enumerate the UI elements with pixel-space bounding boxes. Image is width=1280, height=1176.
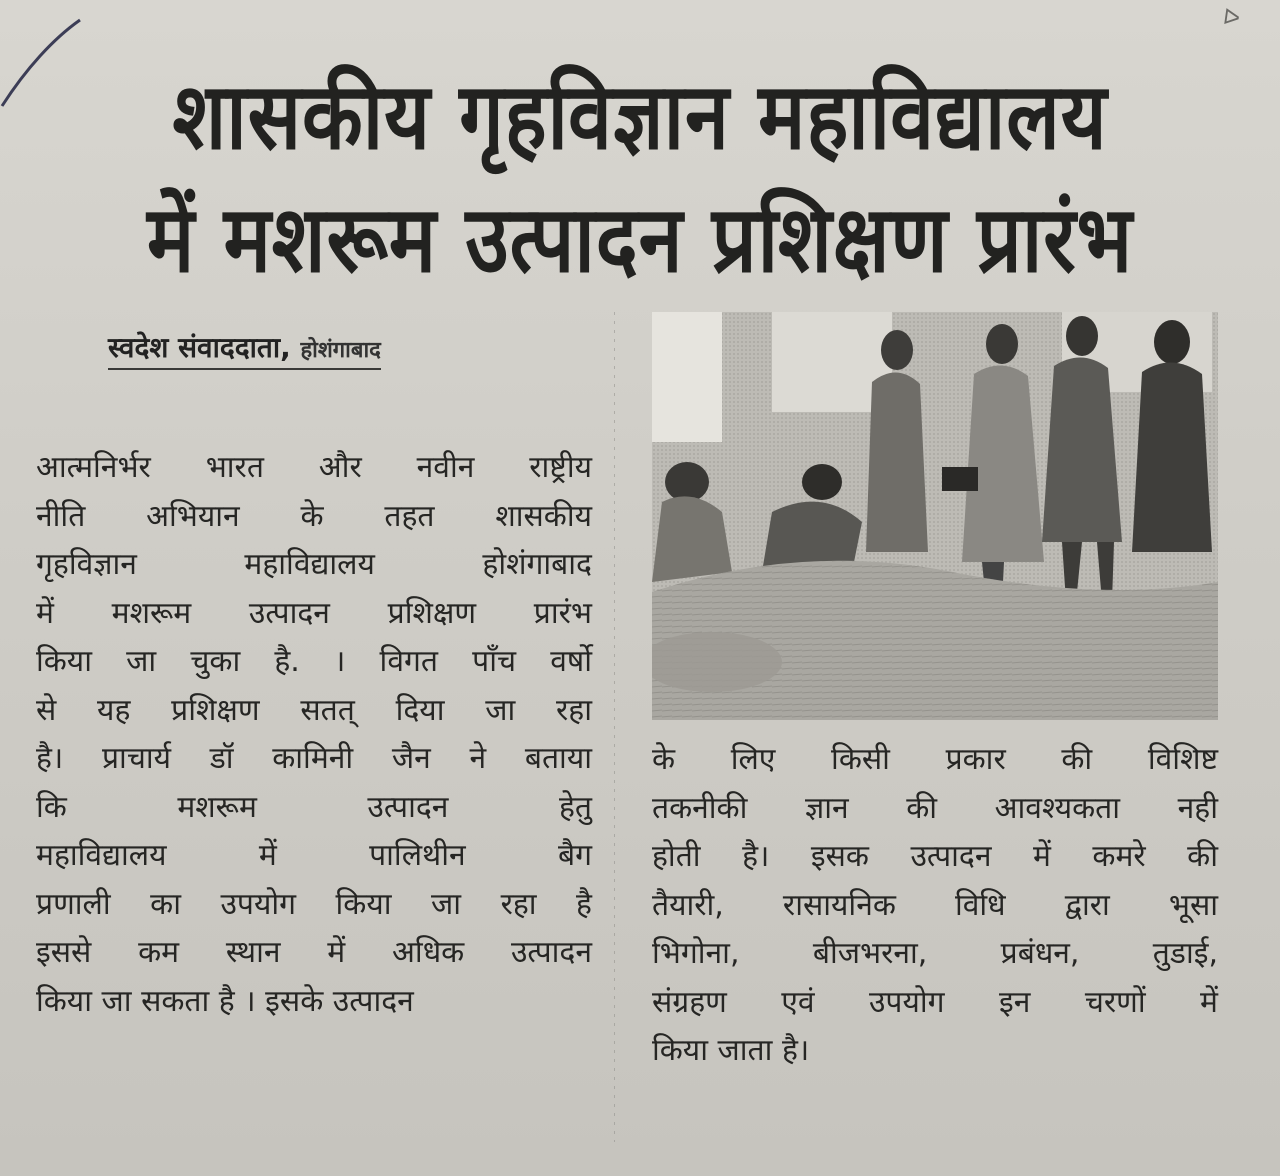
article-left-column [36,444,592,1026]
pen-mark-icon [0,18,90,108]
article-line: गृहविज्ञान महाविद्यालय होशंगाबाद [36,547,592,582]
article-line: भिगोना, बीजभरना, प्रबंधन, तुडाई, [652,936,1218,971]
byline-reporter: स्वदेश संवाददाता, [108,331,291,364]
article-line: के लिए किसी प्रकार की विशिष्ट [652,742,1218,777]
margin-mark-icon: ᐅ [1221,4,1242,33]
article-line: से यह प्रशिक्षण सतत् दिया जा रहा [36,692,592,728]
article-line: है। प्राचार्य डॉ कामिनी जैन ने बताया [36,741,592,776]
article-line: किया जा सकता है । इसके उत्पादन [36,983,414,1019]
headline-line-2: में मशरूम उत्पादन प्रशिक्षण प्रारंभ [147,186,1133,293]
article-line: किया जा चुका है. । विगत पाँच वर्षो [36,644,592,679]
column-divider [614,312,615,1142]
article-line: संग्रहण एवं उपयोग इन चरणों में [652,984,1218,1020]
article-line: इससे कम स्थान में अधिक उत्पादन [36,935,592,970]
article-line: नीति अभियान के तहत शासकीय [36,498,592,534]
byline-place: होशंगाबाद [300,338,381,363]
news-photo [652,312,1218,720]
article-line: में मशरूम उत्पादन प्रशिक्षण प्रारंभ [36,595,592,631]
headline-line-1: शासकीय गृहविज्ञान महाविद्यालय [172,63,1108,170]
article-line: तकनीकी ज्ञान की आवश्यकता नही [652,790,1218,826]
article-line: प्रणाली का उपयोग किया जा रहा है [36,886,592,922]
article-line: महाविद्यालय में पालिथीन बैग [36,838,592,873]
photo-illustration [652,312,1218,720]
article-line: किया जाता है। [652,1033,810,1068]
article-line: होती है। इसक उत्पादन में कमरे की [652,839,1218,874]
article-line: तैयारी, रासायनिक विधि द्वारा भूसा [652,887,1218,923]
article-line: कि मशरूम उत्पादन हेतु [36,789,592,825]
byline [108,328,381,370]
article-right-column [652,736,1218,1076]
article-line: आत्मनिर्भर भारत और नवीन राष्ट्रीय [36,450,592,485]
